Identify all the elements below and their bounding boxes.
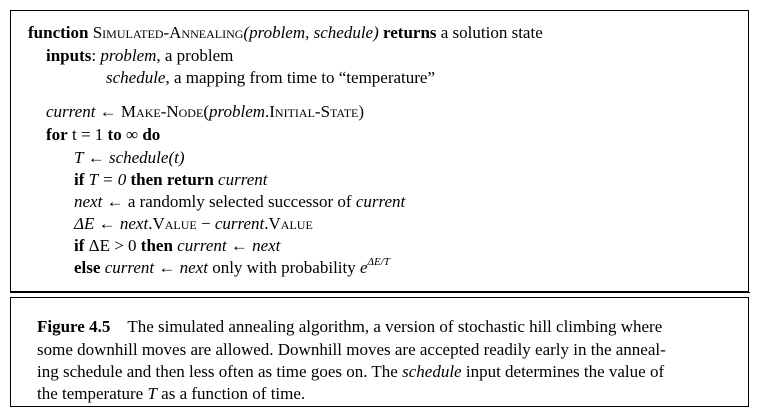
var-next: next	[179, 258, 208, 277]
input-schedule-desc: , a mapping from time to “temperature”	[165, 68, 436, 87]
caption-text: as a function of time.	[156, 384, 306, 403]
var-current: current	[213, 170, 268, 189]
assign-arrow: ←	[154, 258, 180, 277]
field-value: .Value	[264, 214, 313, 233]
function-params: (problem, schedule)	[243, 23, 379, 42]
caption-text: The simulated annealing algorithm, a version of stochastic hill climbing where	[127, 317, 663, 336]
caption-var-schedule: schedule	[402, 362, 462, 381]
algorithm-header	[28, 22, 543, 44]
paren-open: (	[203, 102, 209, 121]
input-problem-var: problem	[100, 46, 157, 65]
var-T: T	[74, 148, 84, 167]
assign-arrow: ←	[94, 214, 120, 233]
returns-text: a solution state	[436, 23, 543, 42]
var-next: next	[252, 236, 281, 255]
keyword-inputs: inputs	[46, 46, 92, 65]
loop-init: t = 1	[67, 125, 108, 144]
field-value: .Value	[148, 214, 197, 233]
figure-label: Figure 4.5	[37, 317, 111, 336]
keyword-else: else	[74, 258, 101, 277]
keyword-if: if	[74, 236, 85, 255]
inputs-problem-line: inputs: problem, a problem	[46, 46, 234, 65]
condition: ΔE > 0	[84, 236, 141, 255]
keyword-do: do	[142, 125, 161, 144]
var-next: next	[74, 192, 103, 211]
keyword-to: to	[107, 125, 122, 144]
input-schedule-var: schedule	[106, 68, 166, 87]
caption-var-T: T	[147, 384, 157, 403]
paren-close: )	[358, 102, 365, 121]
code-line-4	[74, 169, 267, 191]
line-text: a randomly selected successor of	[127, 192, 356, 211]
keyword-if: if	[74, 170, 85, 189]
caption-line-3	[37, 361, 664, 383]
caption-text: input determines the value of	[461, 362, 665, 381]
caption-text: the temperature	[37, 384, 148, 403]
call-schedule: schedule(t)	[108, 148, 185, 167]
var-problem: problem	[208, 102, 266, 121]
assign-arrow: ←	[226, 236, 253, 255]
code-line-3	[74, 147, 185, 169]
infinity-symbol: ∞	[121, 125, 143, 144]
caption-line-2	[37, 339, 666, 361]
keyword-function: function	[28, 23, 89, 42]
assign-arrow: ←	[95, 102, 121, 121]
var-current: current	[100, 258, 155, 277]
assign-arrow: ←	[102, 192, 128, 211]
code-line-8	[74, 257, 390, 279]
keyword-for: for	[46, 125, 68, 144]
var-next: next	[119, 214, 149, 233]
keyword-return: return	[162, 170, 214, 189]
inputs-schedule-line	[106, 67, 435, 89]
var-current: current	[214, 214, 265, 233]
line-text: only with probability	[207, 258, 360, 277]
code-line-5	[74, 191, 405, 213]
exp-base: e	[359, 258, 368, 277]
code-line-1	[46, 101, 364, 123]
input-problem-desc: , a problem	[156, 46, 234, 65]
var-current: current	[172, 236, 227, 255]
separator-rule	[10, 292, 750, 293]
caption-text: some downhill moves are allowed. Downhill moves are accepted readily early in the anneal-	[37, 340, 666, 359]
function-name: Simulated-Annealing	[92, 23, 244, 42]
keyword-returns: returns	[383, 23, 437, 42]
code-line-2	[46, 124, 160, 146]
assign-arrow: ←	[83, 148, 109, 167]
caption-text: ing schedule and then less often as time goes on. The	[37, 362, 403, 381]
code-line-6	[74, 213, 313, 235]
var-current: current	[355, 192, 406, 211]
caption-line-1	[37, 316, 662, 338]
minus-sign: −	[196, 214, 215, 233]
field-initial-state: .Initial-State	[265, 102, 359, 121]
condition: T = 0	[84, 170, 131, 189]
keyword-then: then	[140, 236, 173, 255]
caption-line-4	[37, 383, 305, 405]
var-current: current	[46, 102, 96, 121]
code-line-7	[74, 235, 280, 257]
keyword-then: then	[130, 170, 163, 189]
fn-make-node: Make-Node	[120, 102, 204, 121]
var-delta-e: ΔE	[74, 214, 95, 233]
exp-power: ΔE/T	[367, 256, 390, 268]
